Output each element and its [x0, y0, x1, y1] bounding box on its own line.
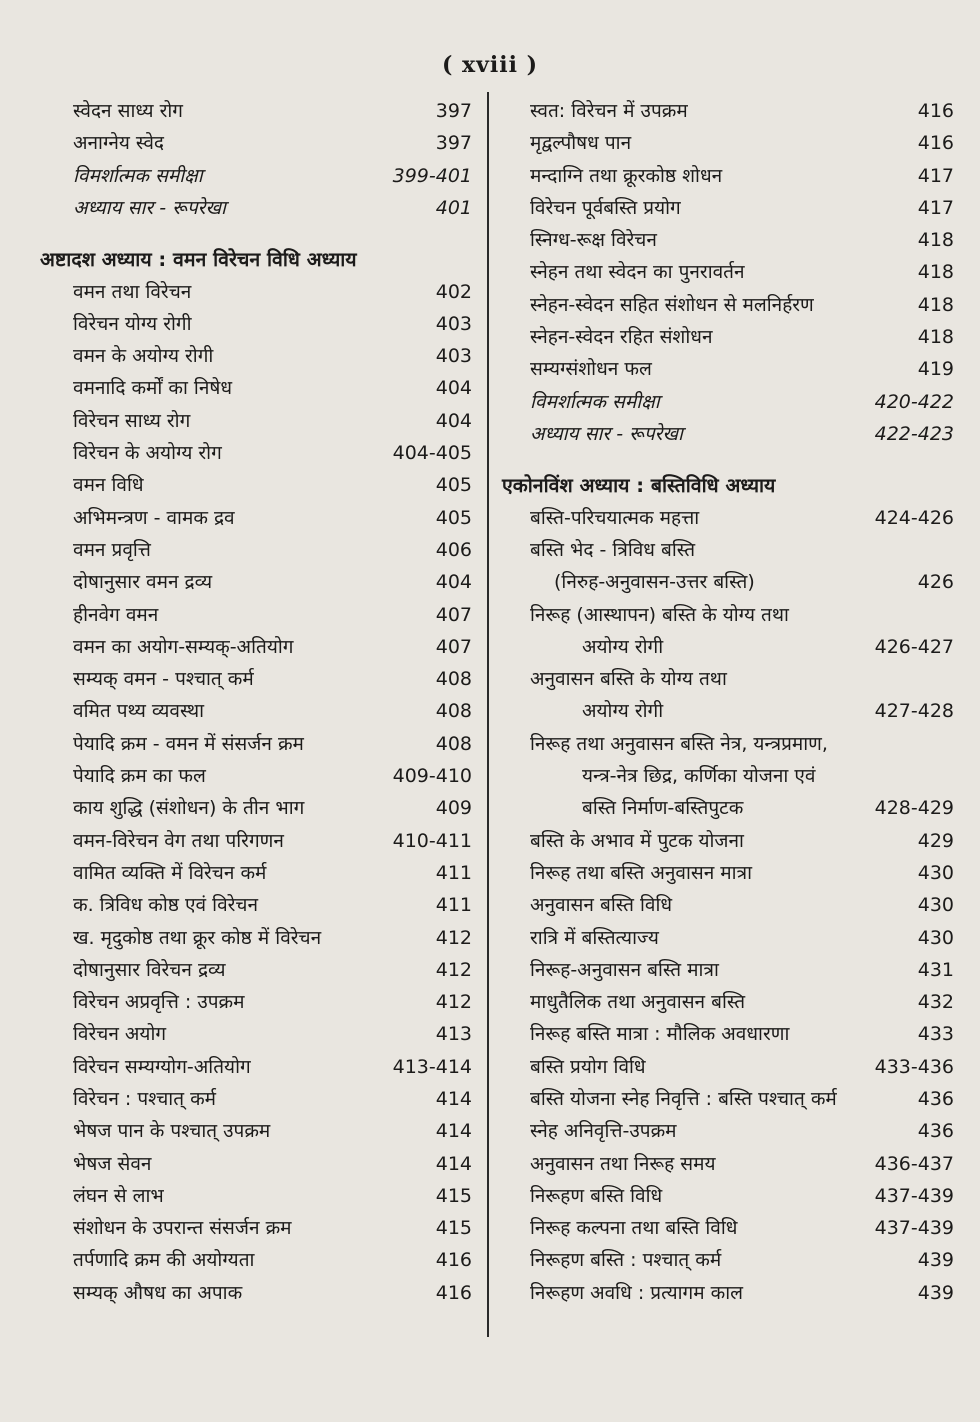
toc-entry: [502, 1185, 954, 1208]
toc-page-number: 402: [435, 280, 472, 303]
toc-entry-title: बस्ति के अभाव में पुटक योजना: [530, 829, 744, 852]
toc-entry: [40, 197, 472, 220]
toc-entry-title: वामित व्यक्ति में विरेचन कर्म: [73, 861, 267, 884]
toc-page-number: 413-414: [392, 1055, 472, 1078]
toc-entry-title: यन्त्र-नेत्र छिद्र, कर्णिका योजना एवं: [582, 765, 816, 788]
toc-entry: [40, 100, 472, 123]
toc-entry: [502, 391, 954, 414]
toc-entry: [40, 507, 472, 530]
toc-entry: [502, 894, 954, 917]
toc-entry-title: निरूह (आस्थापन) बस्ति के योग्य तथा: [530, 603, 789, 626]
toc-entry: [502, 423, 954, 446]
toc-entry: [40, 733, 472, 756]
toc-entry: [40, 1023, 472, 1046]
toc-entry: [40, 1282, 472, 1305]
toc-entry-title: विरेचन योग्य रोगी: [73, 312, 192, 335]
toc-page-number: 411: [435, 861, 472, 884]
toc-entry-title: वमनादि कर्मों का निषेध: [73, 377, 233, 400]
toc-entry-title: बस्ति भेद - त्रिविध बस्ति: [530, 538, 696, 561]
toc-entry: [40, 474, 472, 497]
toc-page-number: 411: [435, 894, 472, 917]
toc-page-number: 409-410: [392, 765, 472, 788]
toc-entry: [40, 862, 472, 885]
toc-entry-title: मन्दाग्नि तथा क्रूरकोष्ठ शोधन: [530, 164, 723, 187]
toc-page-number: 409: [435, 797, 472, 820]
toc-page-number: 414: [435, 1088, 472, 1110]
toc-entry: [502, 1153, 954, 1176]
toc-entry-title: विरेचन अयोग: [73, 1023, 167, 1046]
toc-page-number: 418: [917, 261, 954, 284]
toc-entry: [40, 959, 472, 982]
toc-entry: [502, 700, 954, 723]
toc-entry: [502, 1056, 954, 1079]
toc-page-number: 426-427: [874, 635, 954, 658]
toc-page-number: 404: [435, 409, 472, 432]
toc-page-number: 430: [917, 861, 954, 884]
toc-entry-title: दोषानुसार विरेचन द्रव्य: [73, 958, 226, 981]
toc-entry: [502, 927, 954, 950]
toc-entry-title: वमन का अयोग-सम्यक्-अतियोग: [73, 635, 294, 658]
toc-entry-title: अध्याय सार - रूपरेखा: [530, 422, 683, 445]
toc-entry-title: स्वेदन साध्य रोग: [73, 100, 183, 122]
toc-entry-title: मृद्वल्पौषध पान: [530, 132, 632, 155]
toc-entry: [40, 668, 472, 691]
toc-page-number: 432: [917, 991, 954, 1014]
toc-page-number: 408: [435, 668, 472, 691]
toc-entry-title: रात्रि में बस्तित्याज्य: [530, 926, 659, 949]
toc-entry: [502, 539, 954, 562]
toc-entry-title: अभिमन्त्रण - वामक द्रव: [73, 506, 235, 529]
toc-page-number: 422-423: [874, 422, 954, 445]
toc-page-number: 429: [917, 829, 954, 852]
toc-entry: [502, 132, 954, 155]
toc-entry-title: पेयादि क्रम - वमन में संसर्जन क्रम: [73, 732, 304, 755]
toc-entry-title: अध्याय सार - रूपरेखा: [73, 196, 226, 219]
toc-entry-title: वमन तथा विरेचन: [73, 280, 192, 303]
toc-entry: [502, 636, 954, 659]
toc-page-number: 403: [435, 312, 472, 335]
toc-entry: [502, 1282, 954, 1305]
toc-entry-title: सम्यग्संशोधन फल: [530, 358, 652, 381]
toc-page-number: 403: [435, 345, 472, 368]
toc-entry: [40, 830, 472, 853]
toc-page-number: 408: [435, 732, 472, 755]
toc-page-number: 407: [435, 635, 472, 658]
toc-page-number: 433-436: [874, 1055, 954, 1078]
toc-entry: [502, 165, 954, 188]
toc-entry: [502, 991, 954, 1014]
toc-entry-title: निरूहण अवधि : प्रत्यागम काल: [530, 1281, 744, 1304]
toc-page-number: 417: [917, 164, 954, 187]
toc-page-number: 416: [435, 1249, 472, 1272]
toc-page-number: 431: [917, 958, 954, 981]
toc-entry: [40, 442, 472, 465]
toc-entry-title: विरेचन के अयोग्य रोग: [73, 442, 222, 465]
toc-page-number: 419: [917, 358, 954, 381]
toc-page-number: 401: [435, 196, 472, 219]
toc-page-number: 424-426: [874, 506, 954, 529]
toc-entry: [502, 862, 954, 885]
toc-entry: [40, 991, 472, 1014]
toc-entry-title: संशोधन के उपरान्त संसर्जन क्रम: [73, 1217, 292, 1240]
toc-entry-title: वमन विधि: [73, 474, 144, 497]
toc-entry: [502, 1023, 954, 1046]
column-divider: [487, 92, 489, 1337]
toc-entry-title: भेषज सेवन: [73, 1152, 152, 1175]
toc-entry-title: बस्ति योजना स्नेह निवृत्ति : बस्ति पश्चात् कर्म: [530, 1088, 837, 1110]
toc-entry-title: अनुवासन तथा निरूह समय: [530, 1152, 716, 1175]
toc-entry-title: अनुवासन बस्ति के योग्य तथा: [530, 668, 727, 691]
toc-page-number: 410-411: [392, 829, 472, 852]
toc-page-number: 415: [435, 1184, 472, 1207]
toc-entry-title: बस्ति प्रयोग विधि: [530, 1055, 646, 1078]
toc-right-column: [502, 100, 954, 1314]
toc-entry-title: वमन-विरेचन वेग तथा परिगणन: [73, 829, 284, 852]
toc-page-number: 436: [917, 1088, 954, 1110]
toc-page-number: 430: [917, 894, 954, 917]
chapter-heading: [40, 248, 472, 271]
toc-entry-title: बस्ति-परिचयात्मक महत्ता: [530, 506, 700, 529]
toc-entry-title: निरूहण बस्ति : पश्चात् कर्म: [530, 1249, 722, 1272]
toc-page-number: 426: [917, 571, 954, 594]
toc-page-number: 420-422: [874, 390, 954, 413]
toc-page-number: 399-401: [392, 164, 472, 187]
toc-page-number: 436: [917, 1120, 954, 1143]
toc-entry-title: स्नेहन-स्वेदन रहित संशोधन: [530, 326, 713, 349]
toc-page-number: 416: [435, 1281, 472, 1304]
toc-page-number: 417: [917, 196, 954, 219]
toc-entry: [502, 668, 954, 691]
toc-page-number: 416: [917, 100, 954, 122]
toc-entry: [502, 197, 954, 220]
toc-entry: [40, 1217, 472, 1240]
toc-entry-title: निरूहण बस्ति विधि: [530, 1184, 663, 1207]
toc-entry-title: सम्यक् औषध का अपाक: [73, 1281, 243, 1304]
toc-entry: [502, 100, 954, 123]
toc-entry: [502, 733, 954, 756]
toc-entry-title: निरूह कल्पना तथा बस्ति विधि: [530, 1217, 738, 1240]
toc-entry: [502, 1120, 954, 1143]
toc-entry-title: अयोग्य रोगी: [582, 700, 664, 723]
toc-entry-title: तर्पणादि क्रम की अयोग्यता: [73, 1249, 255, 1272]
toc-entry: [40, 1153, 472, 1176]
toc-page-number: 437-439: [874, 1184, 954, 1207]
toc-entry: [502, 765, 954, 788]
toc-page-number: 415: [435, 1217, 472, 1240]
toc-entry: [40, 700, 472, 723]
toc-entry-title: हीनवेग वमन: [73, 603, 159, 626]
toc-entry: [40, 571, 472, 594]
toc-entry: [40, 604, 472, 627]
toc-entry-title: विमर्शात्मक समीक्षा: [530, 390, 660, 413]
toc-entry: [502, 604, 954, 627]
toc-entry-title: स्नेहन तथा स्वेदन का पुनरावर्तन: [530, 261, 745, 284]
toc-page-number: 413: [435, 1023, 472, 1046]
toc-entry: [40, 281, 472, 304]
toc-entry-title: ख. मृदुकोष्ठ तथा क्रूर कोष्ठ में विरेचन: [73, 926, 322, 949]
toc-page-number: 412: [435, 926, 472, 949]
toc-entry-title: निरूह तथा अनुवासन बस्ति नेत्र, यन्त्रप्रमाण,: [530, 732, 828, 755]
toc-entry: [502, 571, 954, 594]
toc-entry-title: भेषज पान के पश्चात् उपक्रम: [73, 1120, 271, 1143]
toc-entry-title: काय शुद्धि (संशोधन) के तीन भाग: [73, 797, 305, 820]
toc-entry: [502, 1217, 954, 1240]
toc-entry-title: पेयादि क्रम का फल: [73, 765, 206, 788]
toc-entry-title: विरेचन पूर्वबस्ति प्रयोग: [530, 196, 681, 219]
toc-entry: [40, 132, 472, 155]
toc-entry: [40, 410, 472, 433]
toc-entry-title: निरूह-अनुवासन बस्ति मात्रा: [530, 958, 719, 981]
page-folio: ( xviii ): [441, 52, 539, 78]
toc-entry: [502, 326, 954, 349]
toc-entry-title: वमित पथ्य व्यवस्था: [73, 700, 205, 723]
toc-entry-title: लंघन से लाभ: [73, 1184, 164, 1207]
toc-entry-title: माधुतैलिक तथा अनुवासन बस्ति: [530, 991, 746, 1014]
toc-entry-title: स्वत: विरेचन में उपक्रम: [530, 100, 688, 122]
chapter-heading: [502, 474, 954, 497]
toc-entry-title: स्निग्ध-रूक्ष विरेचन: [530, 229, 657, 252]
toc-entry: [40, 377, 472, 400]
toc-entry: [502, 261, 954, 284]
toc-entry: [40, 313, 472, 336]
toc-entry-title: विरेचन साध्य रोग: [73, 409, 191, 432]
toc-entry-title: एकोनविंश अध्याय : बस्तिविधि अध्याय: [502, 473, 776, 497]
toc-entry-title: विरेचन : पश्चात् कर्म: [73, 1088, 217, 1110]
toc-entry: [40, 927, 472, 950]
toc-entry: [40, 1185, 472, 1208]
toc-entry: [502, 797, 954, 820]
toc-entry-title: बस्ति निर्माण-बस्तिपुटक: [582, 797, 744, 820]
toc-entry-title: वमन प्रवृत्ति: [73, 538, 151, 561]
toc-entry-title: वमन के अयोग्य रोगी: [73, 345, 214, 368]
toc-entry: [40, 797, 472, 820]
toc-entry-title: विरेचन अप्रवृत्ति : उपक्रम: [73, 991, 245, 1014]
toc-entry-title: निरूह बस्ति मात्रा : मौलिक अवधारणा: [530, 1023, 790, 1046]
toc-entry-title: दोषानुसार वमन द्रव्य: [73, 571, 213, 594]
toc-entry: [40, 894, 472, 917]
toc-page-number: 437-439: [874, 1217, 954, 1240]
toc-entry: [502, 507, 954, 530]
toc-page-number: 418: [917, 229, 954, 252]
toc-entry-title: अयोग्य रोगी: [582, 635, 664, 658]
toc-entry-title: स्नेह अनिवृत्ति-उपक्रम: [530, 1120, 677, 1143]
toc-page-number: 408: [435, 700, 472, 723]
toc-page-number: 406: [435, 538, 472, 561]
toc-page-number: 430: [917, 926, 954, 949]
toc-entry: [502, 1088, 954, 1111]
toc-page-number: 433: [917, 1023, 954, 1046]
toc-page-number: 414: [435, 1120, 472, 1143]
toc-entry: [40, 345, 472, 368]
toc-entry: [40, 539, 472, 562]
toc-page-number: 397: [435, 100, 472, 122]
toc-page-number: 397: [435, 132, 472, 155]
toc-entry: [40, 1249, 472, 1272]
toc-entry: [40, 1056, 472, 1079]
toc-page-number: 405: [435, 506, 472, 529]
toc-page-number: 405: [435, 474, 472, 497]
toc-page-number: 414: [435, 1152, 472, 1175]
toc-entry: [502, 358, 954, 381]
toc-page-number: 439: [917, 1281, 954, 1304]
toc-entry: [40, 636, 472, 659]
toc-entry: [40, 765, 472, 788]
toc-entry: [502, 830, 954, 853]
toc-page-number: 428-429: [874, 797, 954, 820]
toc-page-number: 412: [435, 991, 472, 1014]
toc-page-number: 436-437: [874, 1152, 954, 1175]
toc-page-number: 418: [917, 293, 954, 316]
toc-page-number: 404: [435, 377, 472, 400]
toc-entry-title: सम्यक् वमन - पश्चात् कर्म: [73, 668, 254, 691]
toc-page-number: 439: [917, 1249, 954, 1272]
toc-entry-title: विमर्शात्मक समीक्षा: [73, 164, 203, 187]
toc-entry: [502, 229, 954, 252]
toc-entry: [502, 294, 954, 317]
toc-entry: [502, 959, 954, 982]
toc-entry-title: अनाग्नेय स्वेद: [73, 132, 164, 155]
toc-entry-title: अष्टादश अध्याय : वमन विरेचन विधि अध्याय: [40, 247, 357, 271]
toc-page-number: 427-428: [874, 700, 954, 723]
toc-entry: [40, 1088, 472, 1111]
toc-page-number: 416: [917, 132, 954, 155]
toc-page-number: 412: [435, 958, 472, 981]
toc-entry: [502, 1249, 954, 1272]
toc-entry: [40, 1120, 472, 1143]
toc-entry-title: विरेचन सम्यग्योग-अतियोग: [73, 1055, 251, 1078]
toc-entry: [40, 165, 472, 188]
toc-entry-title: अनुवासन बस्ति विधि: [530, 894, 673, 917]
toc-entry-title: स्नेहन-स्वेदन सहित संशोधन से मलनिर्हरण: [530, 293, 814, 316]
toc-entry-title: क. त्रिविध कोष्ठ एवं विरेचन: [73, 894, 259, 917]
toc-page-number: 404: [435, 571, 472, 594]
toc-left-column: [40, 100, 472, 1314]
toc-page-number: 404-405: [392, 442, 472, 465]
toc-entry-title: निरूह तथा बस्ति अनुवासन मात्रा: [530, 861, 752, 884]
toc-page-number: 418: [917, 326, 954, 349]
toc-entry-title: (निरुह-अनुवासन-उत्तर बस्ति): [554, 571, 755, 594]
toc-page-number: 407: [435, 603, 472, 626]
